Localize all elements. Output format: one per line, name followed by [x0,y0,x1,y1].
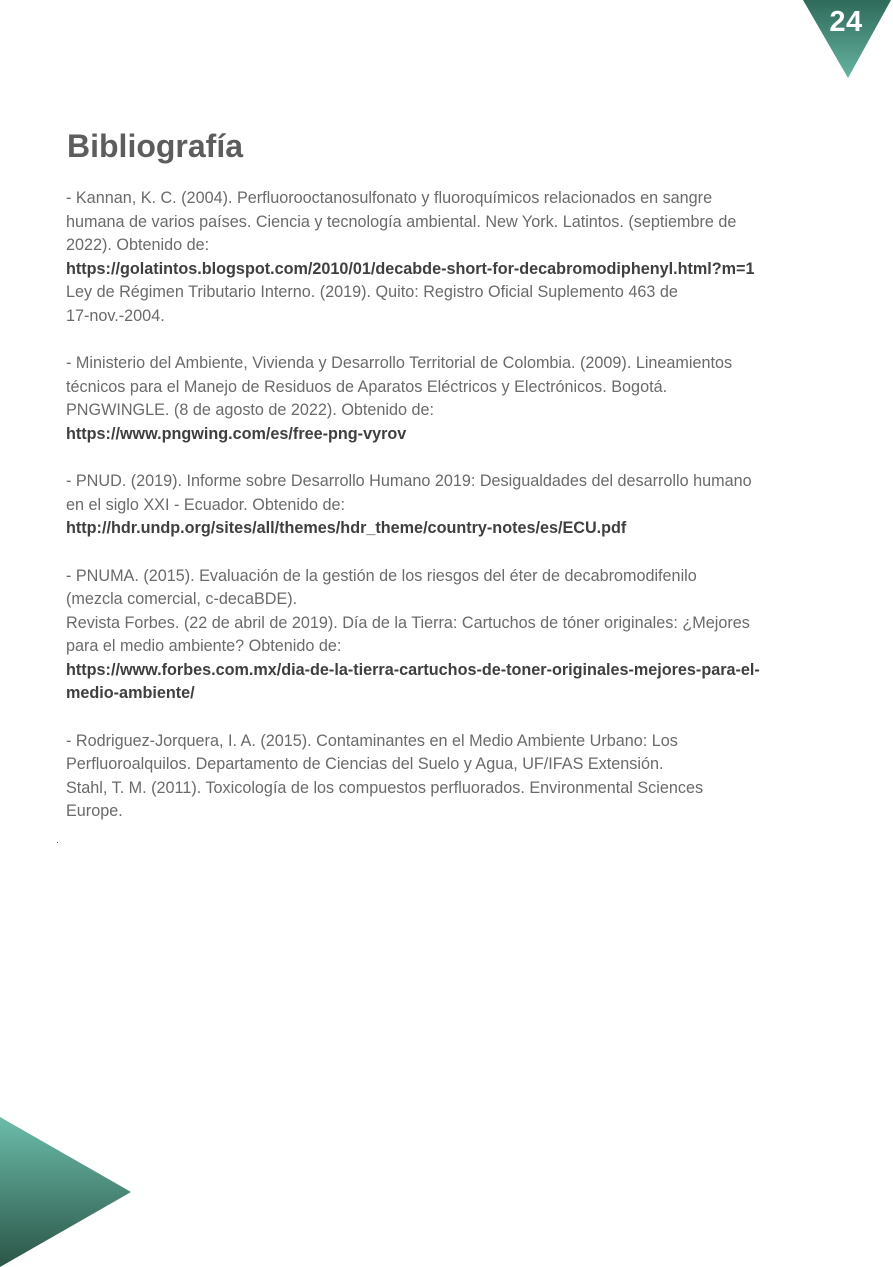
entry-link[interactable]: medio-ambiente/ [66,684,195,703]
entry-link[interactable]: https://golatintos.blogspot.com/2010/01/decabde-short-for-decabromodiphenyl.html?m=1 [66,259,755,278]
entry-text: - Rodriguez-Jorquera, I. A. (2015). Contaminantes en el Medio Ambiente Urbano: Los [66,731,678,750]
entry-text: - PNUD. (2019). Informe sobre Desarrollo Humano 2019: Desigualdades del desarrollo humano [66,472,752,491]
bibliography-list [66,187,846,848]
entry-text: 17-nov.-2004. [66,306,165,325]
stray-dot [57,842,58,843]
entry-text: Ley de Régimen Tributario Interno. (2019). Quito: Registro Oficial Suplemento 463 de [66,283,678,302]
entry-link[interactable]: https://www.forbes.com.mx/dia-de-la-tierra-cartuchos-de-toner-originales-mejores-para-el- [66,660,760,679]
entry-text: técnicos para el Manejo de Residuos de Aparatos Eléctricos y Electrónicos. Bogotá. [66,377,668,396]
bibliography-entry [66,187,846,329]
entry-link[interactable]: http://hdr.undp.org/sites/all/themes/hdr_theme/country-notes/es/ECU.pdf [66,519,627,538]
bibliography-entry [66,565,846,707]
bibliography-entry [66,352,846,446]
entry-text: Revista Forbes. (22 de abril de 2019). Día de la Tierra: Cartuchos de tóner originales: ¿Mejores [66,613,750,632]
page-number: 24 [829,6,863,38]
entry-text: - Ministerio del Ambiente, Vivienda y Desarrollo Territorial de Colombia. (2009). Lineamientos [66,354,733,373]
entry-text: para el medio ambiente? Obtenido de: [66,637,342,656]
entry-text: (mezcla comercial, c-decaBDE). [66,590,298,609]
entry-text: - Kannan, K. C. (2004). Perfluorooctanosulfonato y fluoroquímicos relacionados en sangre [66,189,713,207]
entry-text: Perfluoroalquilos. Departamento de Ciencias del Suelo y Agua, UF/IFAS Extensión. [66,755,664,774]
bibliography-entry [66,470,846,541]
entry-text: - PNUMA. (2015). Evaluación de la gestión de los riesgos del éter de decabromodifenilo [66,566,697,585]
entry-text: PNGWINGLE. (8 de agosto de 2022). Obtenido de: [66,401,435,420]
entry-text: humana de varios países. Ciencia y tecnología ambiental. New York. Latintos. (septiembre de [66,212,737,231]
bibliography-entry [66,730,846,824]
entry-link[interactable]: https://www.pngwing.com/es/free-png-vyrov [66,424,407,443]
entry-text: Europe. [66,802,123,821]
entry-text: en el siglo XXI - Ecuador. Obtenido de: [66,495,345,514]
bottom-triangle-decoration [0,1117,132,1267]
page-title: Bibliografía [67,128,244,164]
entry-text: Stahl, T. M. (2011). Toxicología de los compuestos perfluorados. Environmental Sciences [66,778,704,797]
entry-text: 2022). Obtenido de: [66,236,210,255]
